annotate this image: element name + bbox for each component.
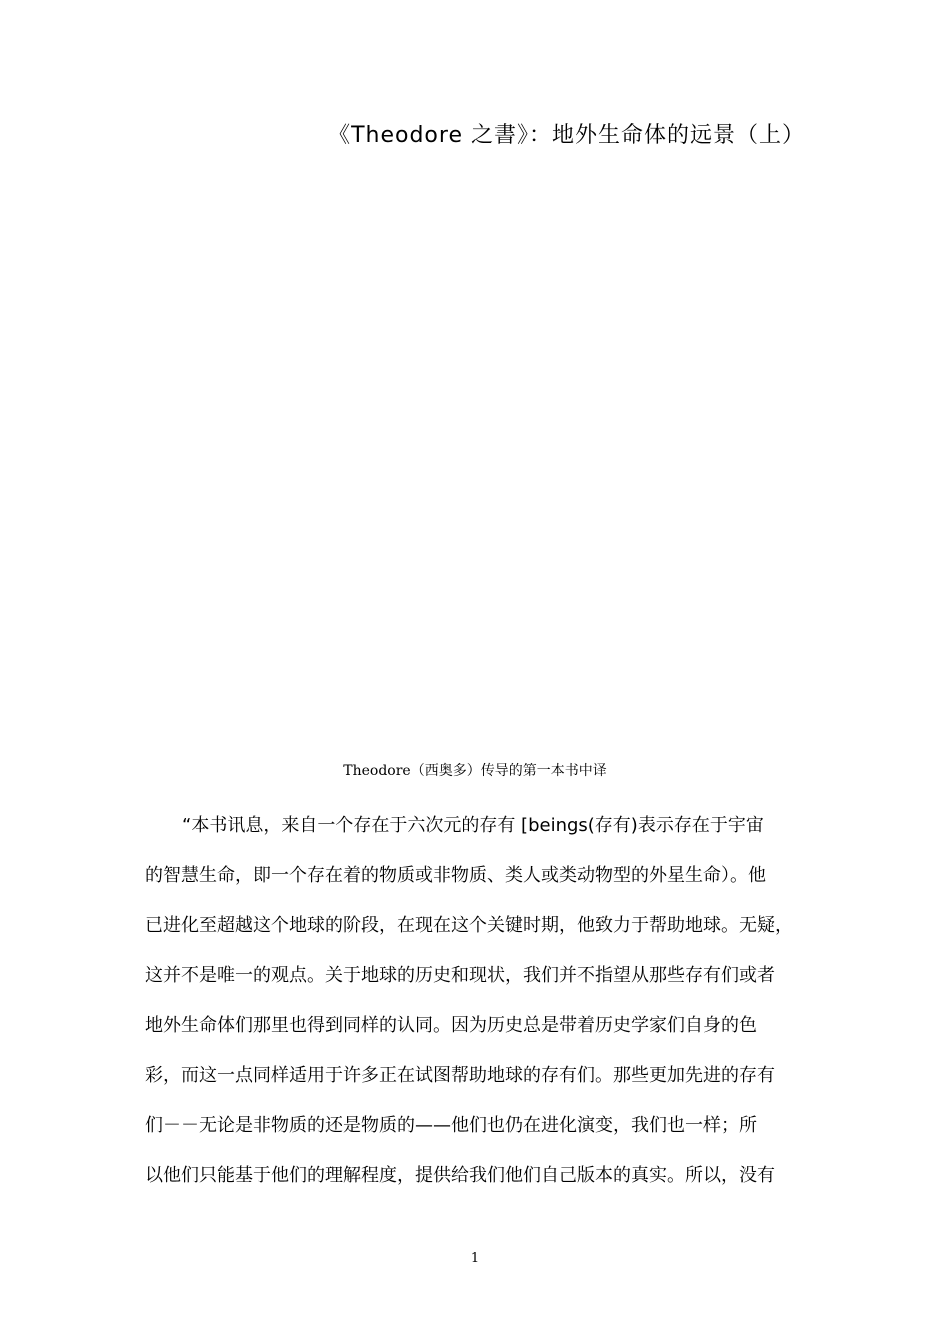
document-title: 《Theodore 之書》：地外生命体的远景（上） xyxy=(328,123,805,148)
page-number: 1 xyxy=(470,1251,480,1266)
paragraph-line: 们－－无论是非物质的还是物质的——他们也仍在进化演变，我们也一样；所 xyxy=(145,1115,757,1136)
paragraph-line: 地外生命体们那里也得到同样的认同。因为历史总是带着历史学家们自身的色 xyxy=(145,1015,757,1036)
paragraph-line: 已进化至超越这个地球的阶段，在现在这个关键时期，他致力于帮助地球。无疑， xyxy=(145,915,793,936)
paragraph-line: 的智慧生命，即一个存在着的物质或非物质、类人或类动物型的外星生命）。他 xyxy=(145,865,766,886)
paragraph-line: 以他们只能基于他们的理解程度，提供给我们他们自己版本的真实。所以，没有 xyxy=(145,1165,775,1186)
document-subtitle: Theodore（西奥多）传导的第一本书中译 xyxy=(343,763,607,779)
paragraph-line: “本书讯息，来自一个存在于六次元的存有 [beings(存有)表示存在于宇宙 xyxy=(182,815,764,836)
paragraph-line: 彩，而这一点同样适用于许多正在试图帮助地球的存有们。那些更加先进的存有 xyxy=(145,1065,775,1086)
body-paragraph xyxy=(145,812,807,1212)
paragraph-line: 这并不是唯一的观点。关于地球的历史和现状，我们并不指望从那些存有们或者 xyxy=(145,965,775,986)
